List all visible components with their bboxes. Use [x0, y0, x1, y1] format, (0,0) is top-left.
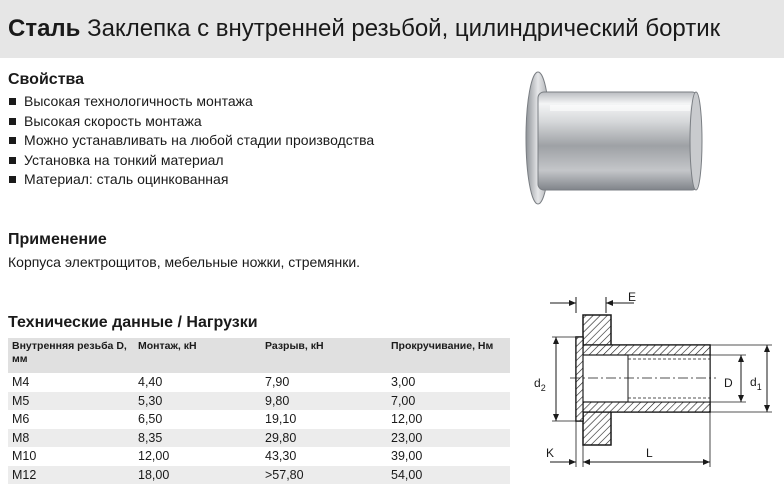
table-row: [8, 429, 510, 448]
cell-install: 12,00: [138, 449, 170, 464]
cell-thread: M10: [12, 449, 37, 464]
table-row: [8, 410, 510, 429]
cell-torque: 7,00: [387, 392, 510, 411]
table-row: [8, 466, 510, 485]
label-d1: $d_1$: [750, 375, 762, 392]
application-heading: Применение: [8, 231, 107, 248]
cell-break: >57,80: [261, 466, 387, 485]
title-product: Заклепка с внутренней резьбой, цилиндрический бортик: [87, 15, 721, 42]
cell-break: 29,80: [261, 429, 387, 448]
cell-torque: 3,00: [391, 375, 416, 390]
property-item: Материал: сталь оцинкованная: [8, 170, 374, 190]
table-row: [8, 373, 510, 392]
technical-drawing: [510, 285, 784, 500]
label-k: K: [546, 446, 555, 460]
cell-install: 4,40: [138, 375, 163, 390]
cell-install: 6,50: [138, 412, 163, 427]
cell-torque: 39,00: [391, 449, 423, 464]
property-item: Высокая скорость монтажа: [8, 112, 374, 132]
label-d: D: [724, 376, 733, 390]
cell-break: 7,90: [265, 375, 290, 390]
tech-heading: Технические данные / Нагрузки: [8, 314, 258, 331]
cell-break: 9,80: [261, 392, 387, 411]
cell-thread: M6: [12, 412, 30, 427]
property-item: Высокая технологичность монтажа: [8, 92, 374, 112]
title-material: Сталь: [8, 15, 81, 42]
column-header-break: Разрыв, кН: [261, 338, 387, 373]
rivet-nut-photo: [520, 70, 720, 220]
application-text: Корпуса электрощитов, мебельные ножки, стремянки.: [8, 254, 361, 270]
column-header-thread: Внутренняя резьба D, мм: [8, 338, 134, 373]
cell-thread: M8: [8, 429, 134, 448]
cell-torque: 23,00: [387, 429, 510, 448]
cell-break: 43,30: [265, 449, 297, 464]
cell-install: 5,30: [134, 392, 261, 411]
property-item: Можно устанавливать на любой стадии производства: [8, 131, 374, 151]
column-header-install: Монтаж, кН: [134, 338, 261, 373]
table-row: [8, 392, 510, 411]
cell-thread: M12: [8, 466, 134, 485]
cell-install: 18,00: [134, 466, 261, 485]
cell-thread: M4: [12, 375, 30, 390]
cell-break: 19,10: [265, 412, 297, 427]
table-row: [8, 447, 510, 466]
label-d2: $d_2$: [534, 376, 546, 393]
tech-data-table: [8, 338, 510, 484]
column-header-torque: Прокручивание, Нм: [387, 338, 510, 373]
table-header-row: [8, 338, 510, 373]
label-l: L: [646, 446, 653, 460]
page-title: [8, 14, 720, 44]
cell-install: 8,35: [134, 429, 261, 448]
property-item: Установка на тонкий материал: [8, 151, 374, 171]
cell-torque: 54,00: [387, 466, 510, 485]
label-e: E: [628, 290, 637, 304]
cell-thread: M5: [8, 392, 134, 411]
cell-torque: 12,00: [391, 412, 423, 427]
properties-heading: Свойства: [8, 71, 85, 88]
properties-list: [8, 92, 374, 190]
